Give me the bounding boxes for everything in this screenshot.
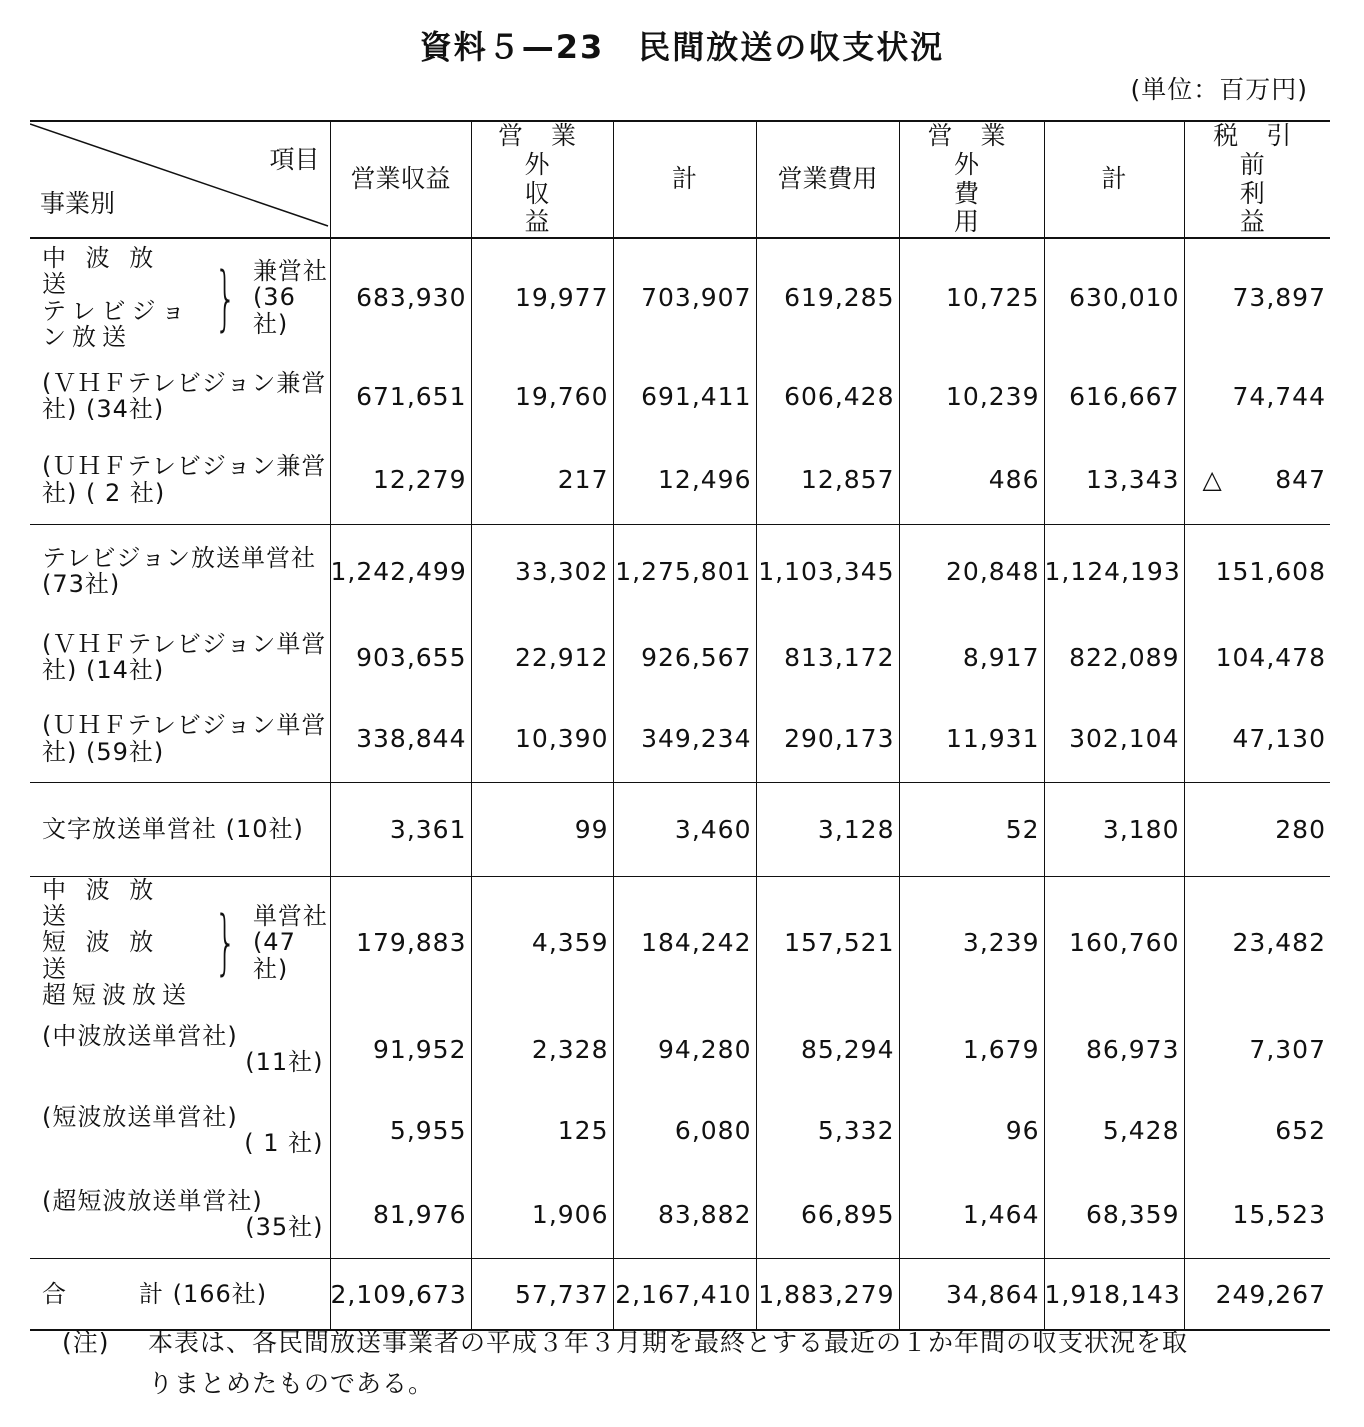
cell: 81,976 <box>330 1170 471 1258</box>
cell: 20,848 <box>899 524 1044 618</box>
header-operating-revenue: 営業収益 <box>330 121 471 238</box>
table-row <box>30 1090 1330 1170</box>
note-line-2: りまとめたものである。 <box>148 1369 435 1399</box>
row-label <box>30 238 330 356</box>
negative-mark-icon: △ <box>1202 465 1223 495</box>
row-label <box>30 1170 330 1258</box>
cell: 7,307 <box>1184 1008 1330 1090</box>
brace-line: テレビジョ <box>42 296 192 325</box>
cell: 19,977 <box>471 238 613 356</box>
cell: 91,952 <box>330 1008 471 1090</box>
cell: 52 <box>899 782 1044 876</box>
row-label: (ＵＨＦテレビジョン兼営社) ( 2 社) <box>30 436 330 524</box>
header-revenue-total: 計 <box>613 121 756 238</box>
header-item: 項目 <box>269 145 320 174</box>
table-row <box>30 782 1330 876</box>
cell: 13,343 <box>1044 436 1184 524</box>
cell: 10,725 <box>899 238 1044 356</box>
cell: 23,482 <box>1184 876 1330 1008</box>
cell: 1,679 <box>899 1008 1044 1090</box>
header-pretax-profit-b: 利 益 <box>1239 178 1345 237</box>
cell: 3,128 <box>756 782 899 876</box>
brace-side-text: 単営社 <box>252 901 328 930</box>
cell: 12,496 <box>613 436 756 524</box>
page-title: 資料５—23 民間放送の収支状況 <box>419 28 945 66</box>
cell: 5,955 <box>330 1090 471 1170</box>
cell: 926,567 <box>613 618 756 696</box>
brace-side-text: (36社) <box>252 283 296 338</box>
row-label-line: (35社) <box>245 1213 324 1242</box>
header-nonop-revenue-a: 営 業 外 <box>498 121 586 179</box>
cell: 302,104 <box>1044 696 1184 782</box>
cell: 94,280 <box>613 1008 756 1090</box>
cell: 691,411 <box>613 356 756 436</box>
note-line-1: 本表は、各民間放送事業者の平成３年３月期を最終とする最近の１か年間の収支状況を取 <box>148 1328 1189 1357</box>
table-row <box>30 356 1330 436</box>
revenue-expense-table <box>30 120 1345 1331</box>
cell: 22,912 <box>471 618 613 696</box>
cell: 8,917 <box>899 618 1044 696</box>
header-expense-total: 計 <box>1044 121 1184 238</box>
row-label: (ＶＨＦテレビジョン兼営社) (34社) <box>42 368 327 423</box>
cell: 217 <box>471 436 613 524</box>
cell: 606,428 <box>756 356 899 436</box>
cell: 125 <box>471 1090 613 1170</box>
cell: 486 <box>899 436 1044 524</box>
header-pretax-profit <box>1184 121 1345 238</box>
brace-side-text: (47社) <box>252 928 296 983</box>
brace-line: ン放送 <box>42 322 132 351</box>
table-row <box>30 436 1330 524</box>
table-header-row <box>30 121 1330 238</box>
cell: 249,267 <box>1184 1258 1330 1330</box>
cell: 179,883 <box>330 876 471 1008</box>
cell: 1,883,279 <box>756 1258 899 1330</box>
cell: 57,737 <box>471 1258 613 1330</box>
row-label-line: (超短波放送単営社) <box>42 1186 263 1215</box>
row-label-line: (短波放送単営社) <box>42 1103 238 1132</box>
cell: 151,608 <box>1184 524 1330 618</box>
brace-line: 短 波 放 送 <box>42 928 160 983</box>
cell: 3,460 <box>613 782 756 876</box>
header-nonop-revenue <box>471 121 630 238</box>
cell: 2,328 <box>471 1008 613 1090</box>
table-row <box>30 618 1330 696</box>
cell: 68,359 <box>1044 1170 1184 1258</box>
cell: 290,173 <box>756 696 899 782</box>
cell: 671,651 <box>330 356 471 436</box>
cell: 104,478 <box>1184 618 1330 696</box>
cell: 15,523 <box>1184 1170 1330 1258</box>
cell: 1,464 <box>899 1170 1044 1258</box>
header-nonop-expense-b: 費 用 <box>953 178 1060 237</box>
corner-header <box>30 121 330 238</box>
cell: 280 <box>1184 782 1330 876</box>
total-label-b: 計 (166社) <box>139 1280 268 1308</box>
row-label-line: (中波放送単営社) <box>42 1022 238 1051</box>
row-label: (ＵＨＦテレビジョン単営社) (59社) <box>30 696 330 782</box>
header-pretax-profit-a: 税 引 前 <box>1213 121 1302 179</box>
cell: 73,897 <box>1184 238 1330 356</box>
cell: 703,907 <box>613 238 756 356</box>
row-label: (ＶＨＦテレビジョン単営社) (14社) <box>42 629 327 684</box>
cell: 630,010 <box>1044 238 1184 356</box>
cell: 85,294 <box>756 1008 899 1090</box>
brace-icon: } <box>214 256 238 339</box>
cell: 903,655 <box>330 618 471 696</box>
table-row <box>30 1170 1330 1258</box>
total-label <box>30 1258 330 1330</box>
header-business: 事業別 <box>40 189 116 219</box>
total-row <box>30 1258 1330 1330</box>
cell: 4,359 <box>471 876 613 1008</box>
cell: 74,744 <box>1184 356 1330 436</box>
cell: 2,109,673 <box>330 1258 471 1330</box>
cell: 86,973 <box>1044 1008 1184 1090</box>
cell: 10,239 <box>899 356 1044 436</box>
cell: 683,930 <box>330 238 471 356</box>
total-label-a: 合 <box>42 1280 67 1308</box>
cell: 12,279 <box>330 436 471 524</box>
row-label <box>30 876 330 1008</box>
cell: 1,906 <box>471 1170 613 1258</box>
row-label-line: (11社) <box>245 1048 324 1077</box>
cell: 5,428 <box>1044 1090 1184 1170</box>
row-label <box>30 1090 330 1170</box>
cell: 96 <box>899 1090 1044 1170</box>
row-label: 文字放送単営社 (10社) <box>30 782 330 876</box>
cell: 1,275,801 <box>613 524 756 618</box>
row-label-line: ( 1 社) <box>244 1129 324 1158</box>
header-nonop-expense <box>899 121 1060 238</box>
row-label <box>30 1008 330 1090</box>
cell: 66,895 <box>756 1170 899 1258</box>
table-row <box>30 524 1330 618</box>
cell: 184,242 <box>613 876 756 1008</box>
cell: 160,760 <box>1044 876 1184 1008</box>
cell: 1,124,193 <box>1044 524 1184 618</box>
cell: 338,844 <box>330 696 471 782</box>
cell: 1,242,499 <box>330 524 471 618</box>
header-operating-expense: 営業費用 <box>756 121 899 238</box>
cell: 83,882 <box>613 1170 756 1258</box>
cell: 3,180 <box>1044 782 1184 876</box>
unit-label: (単位：百万円) <box>1130 75 1308 104</box>
cell: 822,089 <box>1044 618 1184 696</box>
footnote <box>62 1322 1312 1405</box>
brace-icon: } <box>214 901 238 984</box>
cell: 6,080 <box>613 1090 756 1170</box>
cell: 616,667 <box>1044 356 1184 436</box>
table-row <box>30 238 1330 356</box>
table-row <box>30 1008 1330 1090</box>
header-nonop-expense-a: 営 業 外 <box>927 121 1016 179</box>
table-row <box>30 876 1330 1008</box>
cell: 3,239 <box>899 876 1044 1008</box>
cell: 349,234 <box>613 696 756 782</box>
cell: 1,918,143 <box>1044 1258 1184 1330</box>
note-mark: (注) <box>62 1328 110 1357</box>
brace-line: 中 波 放 送 <box>42 243 160 299</box>
cell-value: 847 <box>1275 465 1326 495</box>
cell: 10,390 <box>471 696 613 782</box>
cell: 47,130 <box>1184 696 1330 782</box>
cell: 19,760 <box>471 356 613 436</box>
header-nonop-revenue-b: 収 益 <box>524 178 630 237</box>
cell: 99 <box>471 782 613 876</box>
brace-line: 中 波 放 送 <box>42 875 160 930</box>
cell: 813,172 <box>756 618 899 696</box>
brace-side-text: 兼営社 <box>252 256 328 285</box>
cell: 11,931 <box>899 696 1044 782</box>
cell: 3,361 <box>330 782 471 876</box>
cell: 619,285 <box>756 238 899 356</box>
brace-line: 超短波放送 <box>42 981 192 1010</box>
cell: 12,857 <box>756 436 899 524</box>
cell: 652 <box>1184 1090 1330 1170</box>
table-row <box>30 696 1330 782</box>
row-label: テレビジョン放送単営社 (73社) <box>42 543 317 599</box>
cell: 157,521 <box>756 876 899 1008</box>
cell: 34,864 <box>899 1258 1044 1330</box>
cell: 5,332 <box>756 1090 899 1170</box>
cell <box>1184 436 1330 524</box>
cell: 2,167,410 <box>613 1258 756 1330</box>
cell: 1,103,345 <box>756 524 899 618</box>
cell: 33,302 <box>471 524 613 618</box>
